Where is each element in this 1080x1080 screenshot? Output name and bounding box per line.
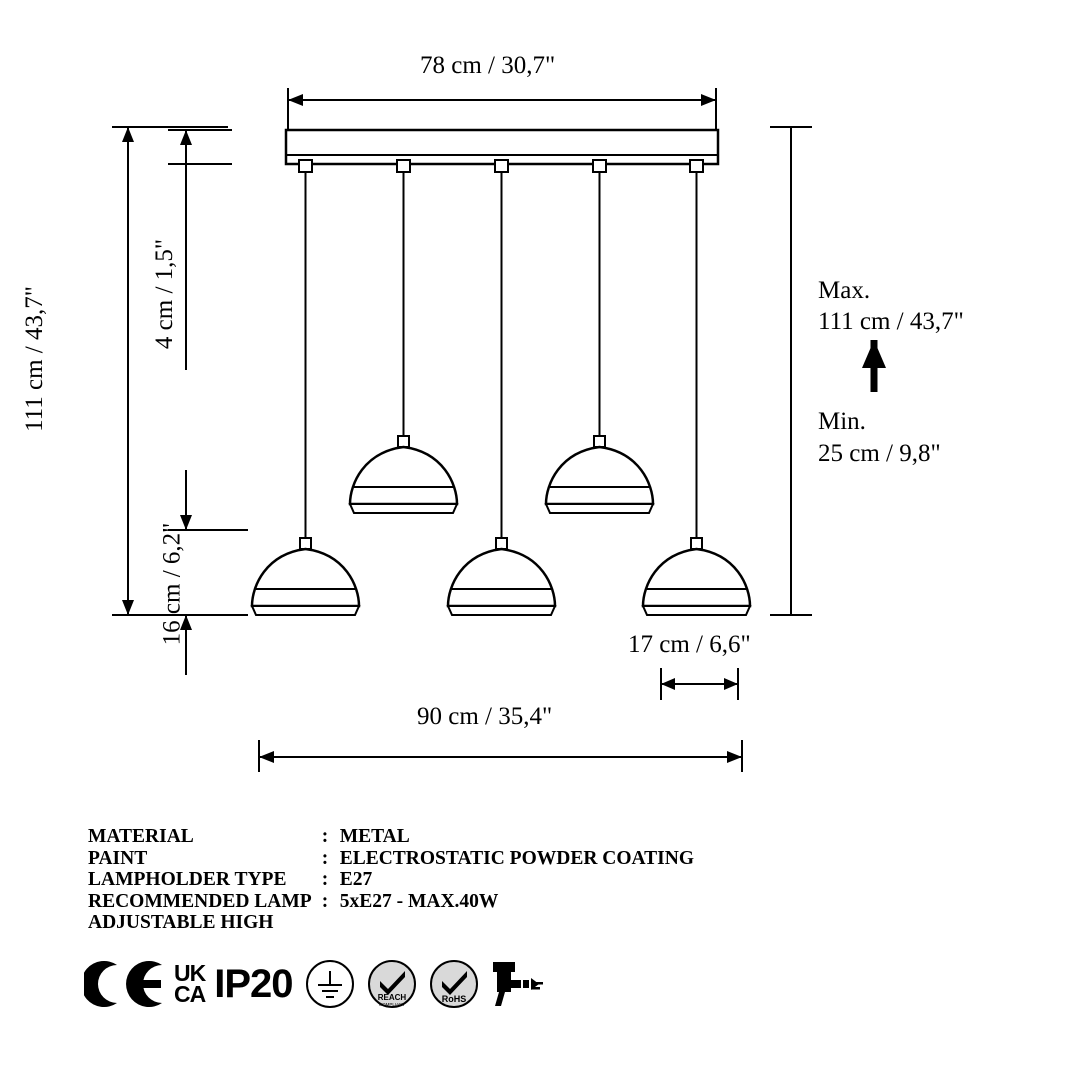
label-max-word: Max. — [818, 277, 871, 304]
label-bottom-width: 90 cm / 35,4" — [417, 703, 553, 730]
spec-key: ADJUSTABLE HIGH — [88, 912, 274, 933]
svg-text:REACH: REACH — [377, 993, 406, 1002]
spec-row-paint — [88, 848, 694, 870]
pendant-lamp-5 — [643, 160, 750, 615]
label-min-value: 25 cm / 9,8" — [818, 440, 941, 467]
spec-value — [340, 912, 694, 934]
spec-key: RECOMMENDED LAMP — [88, 890, 312, 912]
label-top-width: 78 cm / 30,7" — [420, 52, 556, 79]
pendant-lamp-4 — [546, 160, 653, 513]
spec-separator: : — [321, 869, 329, 890]
spec-row-adjustable-high — [88, 912, 694, 934]
spec-value: ELECTROSTATIC POWDER COATING — [339, 847, 695, 869]
dim-top-width — [288, 88, 716, 132]
earth-ground-icon — [305, 959, 355, 1009]
ceiling-canopy-bar — [286, 130, 718, 164]
label-total-height: 111 cm / 43,7" — [20, 286, 48, 432]
spec-row-recommended-lamp — [88, 891, 694, 913]
ukca-mark-icon — [174, 960, 206, 1007]
ip-rating-label: IP20 — [214, 961, 293, 1006]
svg-text:COMPLIANT: COMPLIANT — [378, 1002, 405, 1007]
rohs-icon — [429, 959, 479, 1009]
spec-row-lampholder-type — [88, 869, 694, 891]
spec-key: PAINT — [88, 847, 148, 869]
pendant-lamp-3 — [448, 160, 555, 615]
dim-shade-width — [661, 668, 738, 700]
spec-key: MATERIAL — [88, 826, 194, 847]
svg-text:RoHS: RoHS — [441, 994, 466, 1004]
spray-gun-icon — [487, 958, 543, 1010]
dim-adjustable-range — [770, 127, 886, 615]
spec-separator: : — [321, 890, 329, 912]
dim-bottom-width — [259, 740, 742, 772]
ukca-line-1: UK — [174, 960, 206, 986]
spec-separator: : — [321, 826, 329, 847]
label-canopy-height: 4 cm / 1,5" — [151, 238, 179, 350]
spec-value: 5xE27 - MAX.40W — [339, 890, 499, 912]
reach-compliant-icon — [367, 959, 417, 1009]
ukca-line-2: CA — [174, 981, 206, 1007]
spec-value: E27 — [339, 869, 373, 890]
spec-separator — [322, 912, 340, 934]
label-min-word: Min. — [818, 408, 866, 435]
spec-row-material — [88, 826, 694, 848]
pendant-lamp-2 — [350, 160, 457, 513]
ce-mark-icon — [84, 961, 170, 1007]
label-max-value: 111 cm / 43,7" — [818, 308, 964, 335]
specifications-table — [88, 826, 694, 934]
pendant-lamp-1 — [252, 160, 359, 615]
spec-key: LAMPHOLDER TYPE — [88, 869, 287, 890]
label-shade-height: 16 cm / 6,2" — [158, 522, 186, 646]
spec-separator: : — [321, 847, 329, 869]
label-shade-width: 17 cm / 6,6" — [628, 631, 751, 658]
certification-row — [84, 958, 543, 1010]
spec-value: METAL — [339, 826, 410, 847]
